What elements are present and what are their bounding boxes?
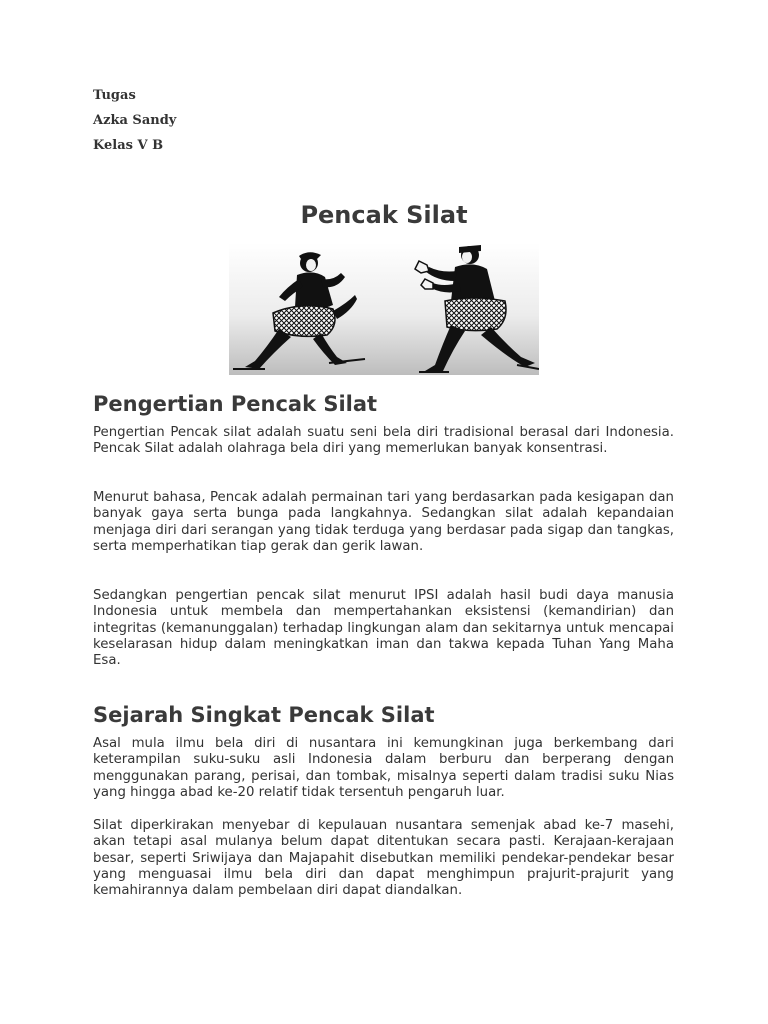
section-heading-sejarah: Sejarah Singkat Pencak Silat bbox=[93, 703, 435, 727]
student-name: Azka Sandy bbox=[93, 113, 177, 128]
assignment-label: Tugas bbox=[93, 88, 136, 103]
section-heading-pengertian: Pengertian Pencak Silat bbox=[93, 392, 378, 416]
paragraph: Pengertian Pencak silat adalah suatu seni bela diri tradisional berasal dari Indonesia. Pencak Silat adalah olahraga bela diri yang memerlukan banyak konsentrasi. bbox=[93, 425, 674, 457]
document-title: Pencak Silat bbox=[300, 201, 468, 229]
silat-fighters-icon bbox=[229, 243, 539, 375]
class-label: Kelas V B bbox=[93, 138, 164, 153]
paragraph: Silat diperkirakan menyebar di kepulauan nusantara semenjak abad ke-7 masehi, akan tetapi asal mulanya belum dapat ditentukan secara pasti. Kerajaan-kerajaan besar, seperti Sriwijaya dan Majapahit disebutkan memiliki pendekar-pendekar besar yang menguasai ilmu bela diri dan dapat menghimpun prajurit-prajurit yang kemahirannya dalam pembelaan diri dapat diandalkan. bbox=[93, 818, 674, 899]
paragraph: Asal mula ilmu bela diri di nusantara ini kemungkinan juga berkembang dari keterampilan suku-suku asli Indonesia dalam berburu dan berperang dengan menggunakan parang, perisai, dan tombak, misalnya seperti dalam tradisi suku Nias yang hingga abad ke-20 relatif tidak tersentuh pengaruh luar. bbox=[93, 736, 674, 800]
paragraph: Menurut bahasa, Pencak adalah permainan tari yang berdasarkan pada kesigapan dan banyak gaya serta bunga pada langkahnya. Sedangkan silat adalah kepandaian menjaga diri dari serangan yang tidak terduga yang berdasar pada sigap dan tangkas, serta memperhatikan tiap gerak dan gerik lawan. bbox=[93, 490, 674, 554]
paragraph: Sedangkan pengertian pencak silat menurut IPSI adalah hasil budi daya manusia Indonesia untuk membela dan mempertahankan eksistensi (kemandirian) dan integritas (kemanunggalan) terhadap lingkungan alam dan sekitarnya untuk mencapai keselarasan hidup dalam meningkatkan iman dan takwa kepada Tuhan Yang Maha Esa. bbox=[93, 588, 674, 669]
